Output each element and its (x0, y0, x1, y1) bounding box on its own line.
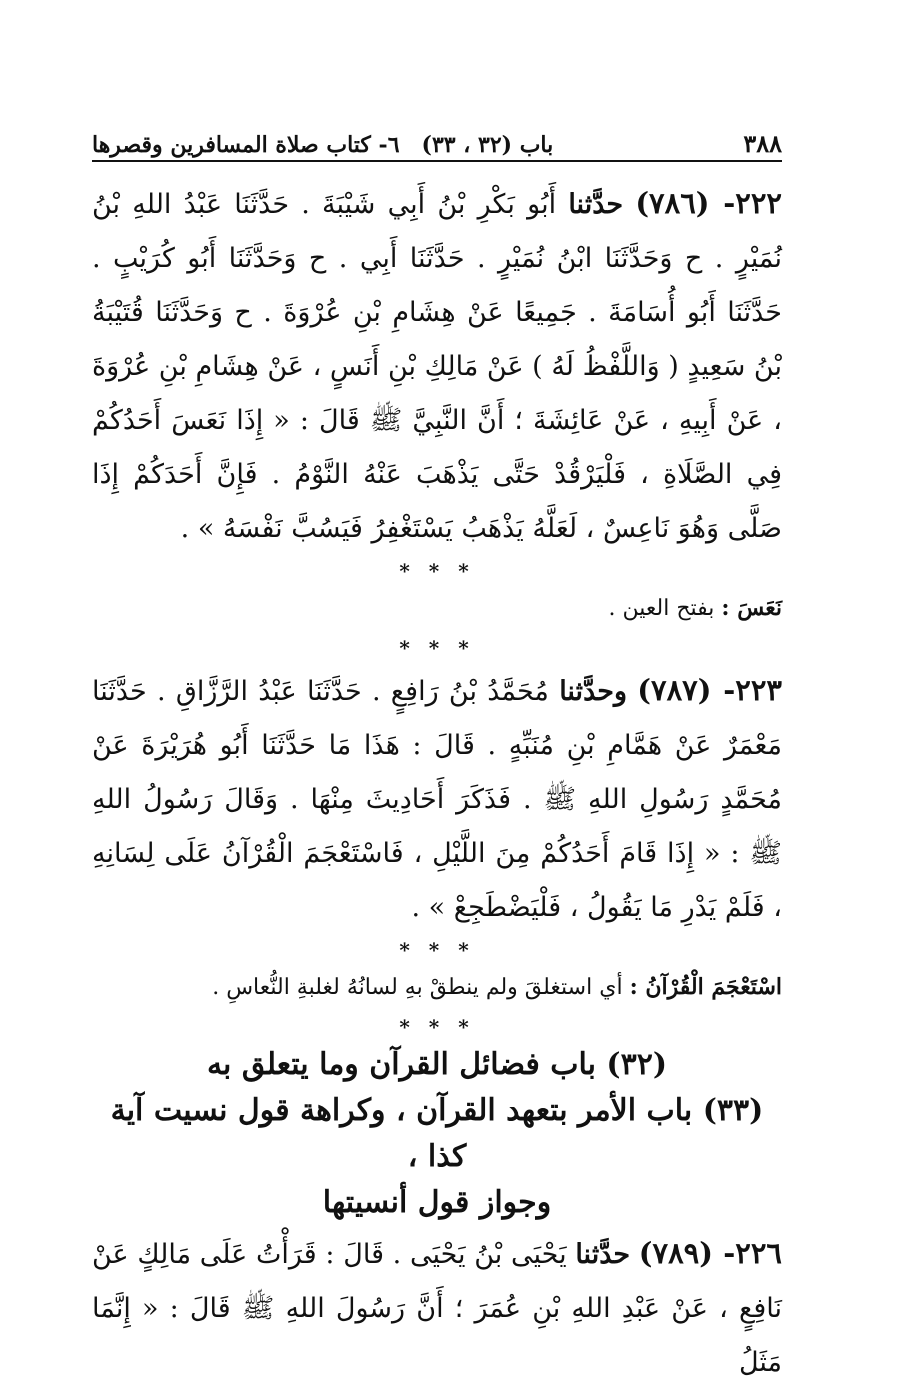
hadith-number: ٢٢٦- (٧٨٩) (638, 1236, 782, 1270)
note-text: بفتح العين . (608, 596, 715, 621)
bab-reference: باب (٣٢ ، ٣٣) (421, 132, 554, 158)
hadith-lead: وحدَّثنا (559, 676, 627, 707)
note-istajama (92, 969, 782, 1006)
page-number: ٣٨٨ (743, 129, 782, 158)
separator: * * * (399, 636, 475, 660)
hadith-number: ٢٢٣- (٧٨٧) (637, 673, 783, 707)
note-term: اسْتَعْجَمَ الْقُرْآنُ : (629, 974, 782, 1000)
hadith-223 (92, 663, 782, 935)
note-text: أي استغلقَ ولم ينطقْ بهِ لسانُهُ لغلبةِ النُّعاسِ . (212, 975, 623, 1000)
separator: * * * (399, 1015, 475, 1039)
chapter-heading-33-cont: وجواز قول أنسيتها (322, 1185, 552, 1220)
hadith-number: ٢٢٢- (٧٨٦) (635, 186, 782, 220)
chapter-heading-32: (٣٢) باب فضائل القرآن وما يتعلق به (206, 1047, 668, 1082)
separator: * * * (399, 938, 475, 962)
book-page (92, 118, 782, 1390)
page-header (92, 118, 782, 162)
hadith-lead: حدَّثنا (568, 189, 624, 220)
hadith-226 (92, 1226, 782, 1390)
hadith-lead: حدَّثنا (575, 1239, 631, 1270)
note-term: نَعَسَ : (721, 595, 782, 621)
chapter-heading-33: (٣٣) باب الأمر بتعهد القرآن ، وكراهة قول نسيت آية كذا ، (110, 1093, 764, 1174)
separator: * * * (399, 559, 475, 583)
hadith-222 (92, 176, 782, 556)
chapter-title: ٦- كتاب صلاة المسافرين وقصرها (92, 132, 400, 158)
hadith-text: يَحْيَى بْنُ يَحْيَى . قَالَ : قَرَأْتُ عَلَى مَالِكٍ عَنْ نَافِعٍ ، عَنْ عَبْدِ اللهِ بْنِ عُمَرَ ؛ أَنَّ رَسُولَ اللهِ ﷺ قَالَ : « إِنَّمَا مَثَلُ (92, 1239, 782, 1378)
note-nas (92, 590, 782, 627)
header-titles (92, 132, 553, 158)
hadith-text: أَبُو بَكْرِ بْنُ أَبِي شَيْبَةَ . حَدَّثَنَا عَبْدُ اللهِ بْنُ نُمَيْرٍ . ح وَحَدَّثَنَا ابْنُ نُمَيْرٍ . حَدَّثَنَا أَبِي . ح وَحَدَّثَنَا أَبُو كُرَيْبٍ . حَدَّثَنَا أَبُو أُسَامَةَ . جَمِيعًا عَنْ هِشَامِ بْنِ عُرْوَةَ . ح وَحَدَّثَنَا قُتَيْبَةُ بْنُ سَعِيدٍ ( وَاللَّفْظُ لَهُ ) عَنْ مَالِكِ بْنِ أَنَسٍ ، عَنْ هِشَامِ بْنِ عُرْوَةَ ، عَنْ أَبِيهِ ، عَنْ عَائِشَةَ ؛ أَنَّ النَّبِيَّ ﷺ قَالَ : « إِذَا نَعَسَ أَحَدُكُمْ فِي الصَّلَاةِ ، فَلْيَرْقُدْ حَتَّى يَذْهَبَ عَنْهُ النَّوْمُ . فَإِنَّ أَحَدَكُمْ إِذَا صَلَّى وَهُوَ نَاعِسٌ ، لَعَلَّهُ يَذْهَبُ يَسْتَغْفِرُ فَيَسُبَّ نَفْسَهُ » . (92, 189, 782, 544)
hadith-text: مُحَمَّدُ بْنُ رَافِعٍ . حَدَّثَنَا عَبْدُ الرَّزَّاقِ . حَدَّثَنَا مَعْمَرٌ عَنْ هَمَّامِ بْنِ مُنَبِّهٍ . قَالَ : هَذَا مَا حَدَّثَنَا أَبُو هُرَيْرَةَ عَنْ مُحَمَّدٍ رَسُولِ اللهِ ﷺ . فَذَكَرَ أَحَادِيثَ مِنْهَا . وَقَالَ رَسُولُ اللهِ ﷺ : « إِذَا قَامَ أَحَدُكُمْ مِنَ اللَّيْلِ ، فَاسْتَعْجَمَ الْقُرْآنُ عَلَى لِسَانِهِ ، فَلَمْ يَدْرِ مَا يَقُولُ ، فَلْيَضْطَجِعْ » . (92, 676, 782, 923)
